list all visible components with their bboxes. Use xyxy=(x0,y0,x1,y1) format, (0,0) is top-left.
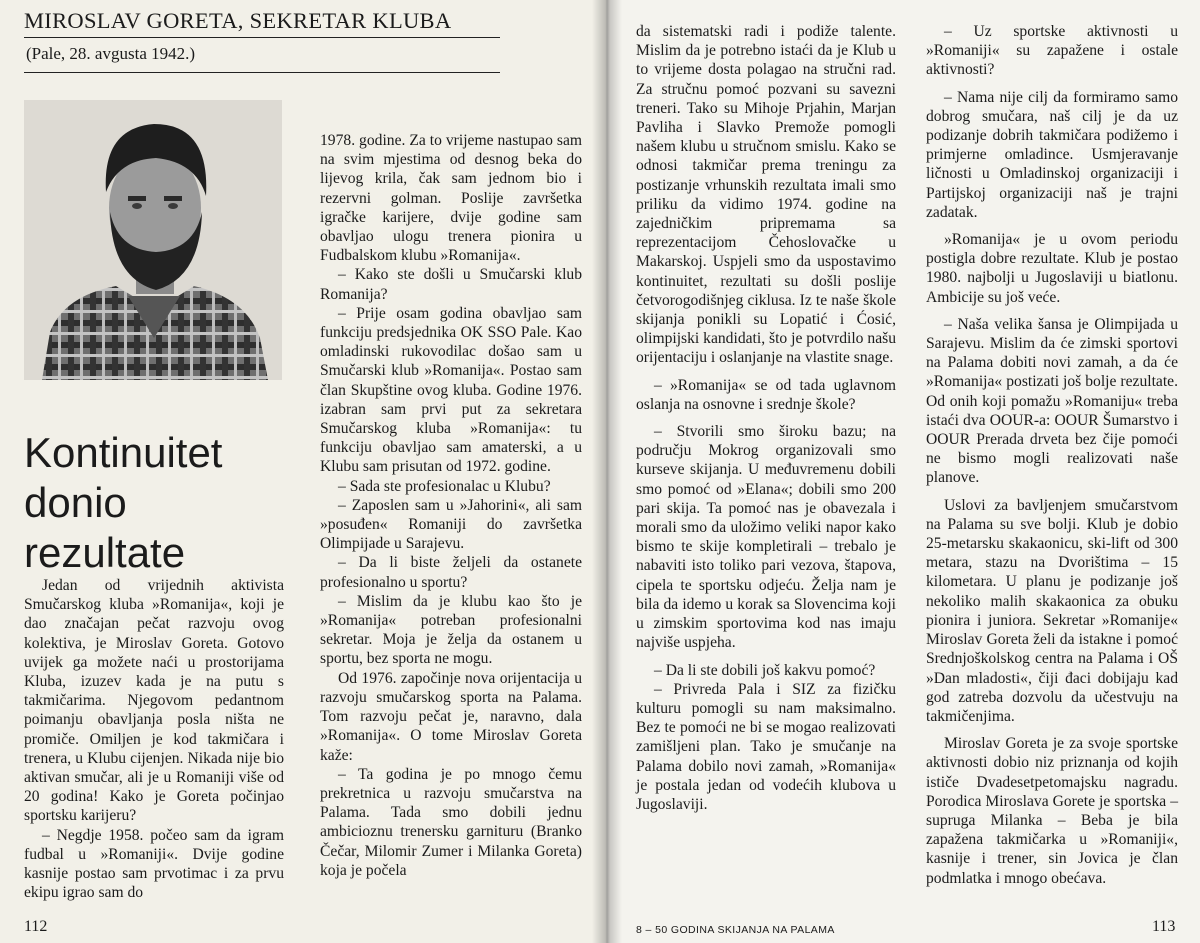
paragraph: Od 1976. započinje nova orijentacija u razvoju smučarskog sporta na Palama. Tom razvoju pečat je, naravno, dala »Romanija«. O tome Miroslav Goreta kaže: xyxy=(320,669,582,764)
headline-line: Kontinuitet xyxy=(24,429,223,476)
column-3 xyxy=(636,22,896,814)
header-rule-top xyxy=(24,37,500,38)
paragraph: – Mislim da je klubu kao što je »Romanija« potreban profesionalni sekretar. Moja je želja da ostanem u sportu, bez sporta ne mogu. xyxy=(320,592,582,668)
paragraph: Jedan od vrijednih aktivista Smučarskog kluba »Romanija«, koji je dao značajan pečat razvoju ovog kolektiva, je Miroslav Goreta. Gotovo uvijek ga možete naći u prostorijama Kluba, izuzev kada je na putu s takmičarima. Njegovom pedantnom poimanju obavljanja posla ništa ne promiče. Omiljen je kod takmičara i trenera, u Klubu cijenjen. Nikada nije bio aktivan smučar, ali je u Romaniji više od 20 godina! Kako je Goreta počinjao sportsku karijeru? xyxy=(24,577,284,825)
headline-line: rezultate xyxy=(24,529,186,576)
page-number-left: 112 xyxy=(24,918,48,935)
paragraph: – Zaposlen sam u »Jahorini«, ali sam »posuđen« Romaniji do završetka Olimpijade u Sarajevu. xyxy=(320,496,582,553)
column-2 xyxy=(320,131,582,880)
question: – »Romanija« se od tada uglavnom oslanja na osnovne i srednje škole? xyxy=(636,376,896,413)
question: – Kako ste došli u Smučarski klub Romanija? xyxy=(320,266,582,303)
question: – Da li ste dobili još kakvu pomoć? xyxy=(654,661,876,679)
question: – Sada ste profesionalac u Klubu? xyxy=(338,477,551,495)
headline-line: donio xyxy=(24,479,127,526)
paragraph: – Nama nije cilj da formiramo samo dobrog smučara, naš cilj je da uz podizanje dobrih takmičara podižemo i primjerne omladince. Usmjeravanje ličnosti u Omladinskoj organizaciji i Partijskoj organizaciji naš je trajni zadatak. xyxy=(926,88,1178,221)
portrait-photo xyxy=(24,100,282,380)
portrait-illustration xyxy=(24,100,282,380)
paragraph: »Romanija« je u ovom periodu postigla dobre rezultate. Klub je postao 1980. najbolji u Jugoslaviji u biatlonu. Ambicije su još veće. xyxy=(926,231,1178,306)
portrait-name-heading: MIROSLAV GORETA, SEKRETAR KLUBA xyxy=(24,8,452,33)
column-4 xyxy=(926,22,1178,888)
paragraph: – Privreda Pala i SIZ za fizičku kulturu pomogli su nam maksimalno. Bez te pomoći ne bi se mogao realizovati zamišljeni plan. Tako je smučanje na Palama dobilo novi zamah, »Romanija« je postala jedan od vodećih klubova u Jugoslaviji. xyxy=(636,680,896,813)
column-1 xyxy=(24,576,284,902)
page-number-right: 113 xyxy=(1152,918,1176,935)
paragraph: 1978. godine. Za to vrijeme nastupao sam na svim mjestima od desnog beka do lijevog krila, čak sam jednom bio i rezervni golman. Poslije završetka igračke karijere, dvije godine sam obavljao ulogu trenera pionira u Fudbalskom klubu »Romanija«. xyxy=(320,132,582,265)
paragraph: Miroslav Goreta je za svoje sportske aktivnosti dobio niz priznanja od kojih ističe Dvadesetpetomajsku nagradu. Porodica Miroslava Gorete je sportska – supruga Milanka – Beba je bila zapažena takmičarka u »Romaniji«, kasnije i trener, sin Jovica je član podmlatka i mnogo obećava. xyxy=(926,735,1178,887)
paragraph: – Stvorili smo široku bazu; na području Mokrog organizovali smo kurseve skijanja. U međuvremenu dobili smo pomoć od »Elana«; dobili smo 200 pari skija. Ta pomoć nas je obavezala i morali smo da uložimo veliki napor kako bismo te skije kompletirali – trebalo je nabaviti isto toliko pari vezova, štapova, cipela te sportsku odjeću. Želja nam je bila da idemo u korak sa Slovencima koji u zimskim sportovima kod nas imaju najviše uspjeha. xyxy=(636,423,896,652)
paragraph: da sistematski radi i podiže talente. Mislim da je potrebno istaći da je Klub u to vrijeme dosta polagao na stručni rad. Za stručnu pomoć pozvani su savezni treneri. Tako su Mihoje Prjahin, Marjan Pavliha i Slavko Premože pomogli našem klubu u stručnom smislu. Kako se odnosi takmičar prema treningu za postizanje vrhunskih rezultata imali smo priliku da vidimo 1974. godine na zajedničkim pripremama sa reprezentacijom Čehoslovačke u Makarskoj. Uspjeli smo da uspostavimo kontinuitet, rezultati su došli poslije četvorogodišnjeg ciklusa. Iz te naše škole skijanja ponikli su Lopatić i Ćosić, olimpijski kandidati, što je potvrdilo našu orijentaciju i oslanjanje na vlastite snage. xyxy=(636,23,896,367)
paragraph: – Prije osam godina obavljao sam funkciju predsjednika OK SSO Pale. Kao omladinski rukovodilac došao sam u Smučarski klub »Romanija«. Postao sam član Skupštine ovog kluba. Godine 1976. izabran sam prvi put za sekretara Smučarskog kluba »Romanija«: tu funkciju obavljao sam amaterski, a u Klubu sam prisutan od 1972. godine. xyxy=(320,304,582,476)
paragraph: – Ta godina je po mnogo čemu prekretnica u razvoju smučarstva na Palama. Tada smo dobili jednu ambicioznu trenersku garnituru (Branko Čečar, Milomir Zumer i Milanka Goreta) koja je počela xyxy=(320,765,582,879)
question: – Uz sportske aktivnosti u »Romaniji« su zapažene i ostale aktivnosti? xyxy=(926,23,1178,79)
paragraph: Uslovi za bavljenjem smučarstvom na Palama su sve bolji. Klub je dobio 25-metarsku skakaonicu, ski-lift od 300 metara, stazu na Dvorištima – 15 kilometara. U planu je podizanje još nekoliko malih skakaonica za obuku pionira i juniora. Sekretar »Romanije« Miroslav Goreta želi da istakne i pomoć Srednjoškolskog centra na Palama i OŠ »Dan mladosti«, čiji đaci dobijaju kad god zatreba dozvolu da učestvuju na takmičenjima. xyxy=(926,496,1178,725)
paragraph: – Negdje 1958. počeo sam da igram fudbal u »Romaniji«. Dvije godine kasnije postao sam prvotimac i za prvu ekipu igrao sam do xyxy=(24,826,284,902)
birth-place-date: (Pale, 28. avgusta 1942.) xyxy=(26,44,196,63)
header-rule-bottom xyxy=(24,72,500,73)
right-page xyxy=(606,0,1200,943)
running-footer: 8 – 50 GODINA SKIJANJA NA PALAMA xyxy=(636,924,835,936)
article-headline xyxy=(24,428,314,578)
question: – Da li biste željeli da ostanete profesionalno u sportu? xyxy=(320,554,582,591)
paragraph: – Naša velika šansa je Olimpijada u Sarajevu. Mislim da će zimski sportovi na Palama dobiti novi zamah, a da će »Romanija« postizati još bolje rezultate. Od onih koji pomažu »Romaniju« treba istaći dva OOUR-a: OOUR Šumarstvo i OOUR Prerada drveta bez čije pomoći ne bismo mogli realizovati naše planove. xyxy=(926,315,1178,487)
